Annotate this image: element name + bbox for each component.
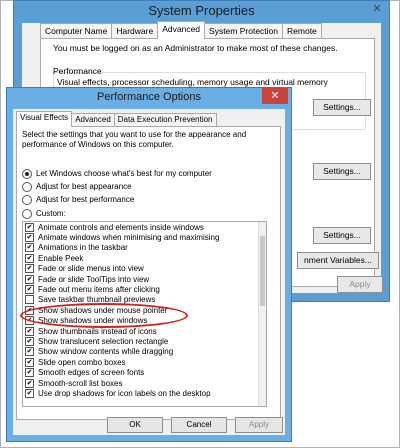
- radio-option[interactable]: [22, 194, 134, 205]
- tab-advanced[interactable]: Advanced: [71, 113, 115, 127]
- apply-button[interactable]: Apply: [235, 417, 283, 433]
- performance-options-tabs: [16, 113, 216, 127]
- list-item[interactable]: [23, 264, 266, 274]
- radio-label: Adjust for best appearance: [36, 182, 132, 191]
- checkbox[interactable]: ✔: [26, 369, 33, 377]
- checkbox[interactable]: ✔: [26, 348, 33, 356]
- tab-advanced[interactable]: Advanced: [157, 21, 205, 39]
- tab-visual-effects[interactable]: Visual Effects: [16, 111, 72, 127]
- radio-button[interactable]: [22, 209, 32, 219]
- scrollbar-thumb[interactable]: [260, 236, 265, 306]
- performance-description: Visual effects, processor scheduling, memory usage and virtual memory: [57, 77, 328, 87]
- administrator-note: You must be logged on as an Administrator to make most of these changes.: [53, 43, 338, 53]
- tab-data-execution-prevention[interactable]: Data Execution Prevention: [114, 113, 217, 127]
- list-item-label: Fade or slide ToolTips into view: [38, 274, 150, 284]
- list-item-label: Show translucent selection rectangle: [38, 336, 169, 346]
- performance-group-label: Performance: [53, 66, 102, 76]
- list-item-label: Show shadows under windows: [38, 316, 148, 326]
- list-item[interactable]: [23, 326, 266, 336]
- ok-button[interactable]: OK: [107, 417, 163, 433]
- list-item[interactable]: [23, 336, 266, 346]
- performance-options-title: Performance Options: [97, 91, 201, 103]
- list-item[interactable]: [23, 357, 266, 367]
- performance-options-dialog: [6, 87, 292, 442]
- checkbox[interactable]: ✔: [26, 265, 33, 273]
- list-item[interactable]: [23, 284, 266, 294]
- list-item-label: Save taskbar thumbnail previews: [38, 295, 156, 305]
- checkbox[interactable]: ✔: [26, 234, 33, 242]
- system-properties-title: System Properties: [148, 3, 255, 18]
- tab-system-protection[interactable]: System Protection: [204, 23, 283, 39]
- radio-button[interactable]: [22, 182, 32, 192]
- checkbox[interactable]: ✔: [26, 337, 33, 345]
- performance-options-close-icon[interactable]: ✕: [262, 88, 288, 104]
- checkbox[interactable]: ✔: [26, 358, 33, 366]
- tab-hardware[interactable]: Hardware: [111, 23, 158, 39]
- list-item-label: Slide open combo boxes: [38, 357, 126, 367]
- checkbox[interactable]: ✔: [26, 275, 33, 283]
- list-item[interactable]: [23, 232, 266, 242]
- checkbox[interactable]: ✔: [26, 223, 33, 231]
- radio-label: Let Windows choose what's best for my computer: [36, 169, 212, 178]
- radio-option[interactable]: [22, 168, 212, 179]
- list-item[interactable]: [23, 253, 266, 263]
- checkbox[interactable]: ✔: [26, 327, 33, 335]
- visual-effects-panel: [16, 126, 281, 420]
- startup-recovery-settings-button[interactable]: Settings...: [313, 227, 371, 244]
- system-properties-apply-button[interactable]: Apply: [337, 276, 383, 293]
- checkbox[interactable]: ✔: [26, 244, 33, 252]
- list-item-label: Show window contents while dragging: [38, 347, 174, 357]
- visual-effects-intro: Select the settings that you want to use for the appearance and performance of Windows on this computer.: [22, 130, 247, 149]
- list-item[interactable]: [23, 347, 266, 357]
- system-properties-close-icon[interactable]: ✕: [372, 3, 382, 15]
- list-item-label: Animations in the taskbar: [38, 243, 128, 253]
- performance-options-client: [13, 109, 285, 435]
- checkbox[interactable]: ✔: [26, 389, 33, 397]
- system-properties-tabs: [40, 23, 321, 39]
- radio-option[interactable]: [22, 181, 132, 192]
- performance-settings-button[interactable]: Settings...: [313, 99, 371, 116]
- user-profiles-settings-button[interactable]: Settings...: [313, 163, 371, 180]
- list-item-label: Animate windows when minimising and maximising: [38, 233, 220, 243]
- list-item[interactable]: [23, 274, 266, 284]
- checkbox[interactable]: [25, 295, 34, 304]
- list-item[interactable]: [23, 367, 266, 377]
- radio-label: Custom:: [36, 209, 66, 218]
- list-item[interactable]: [23, 222, 266, 232]
- list-item[interactable]: [23, 243, 266, 253]
- list-item-label: Smooth edges of screen fonts: [38, 368, 145, 378]
- list-item-label: Show shadows under mouse pointer: [38, 305, 168, 315]
- radio-button[interactable]: [22, 195, 32, 205]
- list-item-label: Smooth-scroll list boxes: [38, 378, 123, 388]
- tab-computer-name[interactable]: Computer Name: [40, 23, 112, 39]
- checkbox[interactable]: ✔: [26, 254, 33, 262]
- radio-option[interactable]: [22, 208, 66, 219]
- list-item[interactable]: [23, 378, 266, 388]
- environment-variables-button[interactable]: nment Variables...: [297, 252, 379, 269]
- radio-button[interactable]: [22, 169, 32, 179]
- visual-effects-scrollbar[interactable]: [258, 222, 266, 406]
- list-item-label: Fade or slide menus into view: [38, 264, 144, 274]
- list-item[interactable]: [23, 388, 266, 398]
- checkbox[interactable]: ✔: [26, 317, 33, 325]
- list-item-label: Enable Peek: [38, 253, 84, 263]
- checkbox[interactable]: ✔: [26, 286, 33, 294]
- list-item-label: Use drop shadows for icon labels on the desktop: [38, 388, 211, 398]
- highlight-ellipse: [20, 303, 188, 328]
- checkbox[interactable]: ✔: [26, 306, 33, 314]
- cancel-button[interactable]: Cancel: [171, 417, 227, 433]
- radio-label: Adjust for best performance: [36, 195, 135, 204]
- list-item-label: Fade out menu items after clicking: [38, 285, 160, 295]
- checkbox[interactable]: ✔: [26, 379, 33, 387]
- tab-remote[interactable]: Remote: [282, 23, 322, 39]
- list-item-label: Animate controls and elements inside windows: [38, 222, 204, 232]
- list-item-label: Show thumbnails instead of icons: [38, 326, 157, 336]
